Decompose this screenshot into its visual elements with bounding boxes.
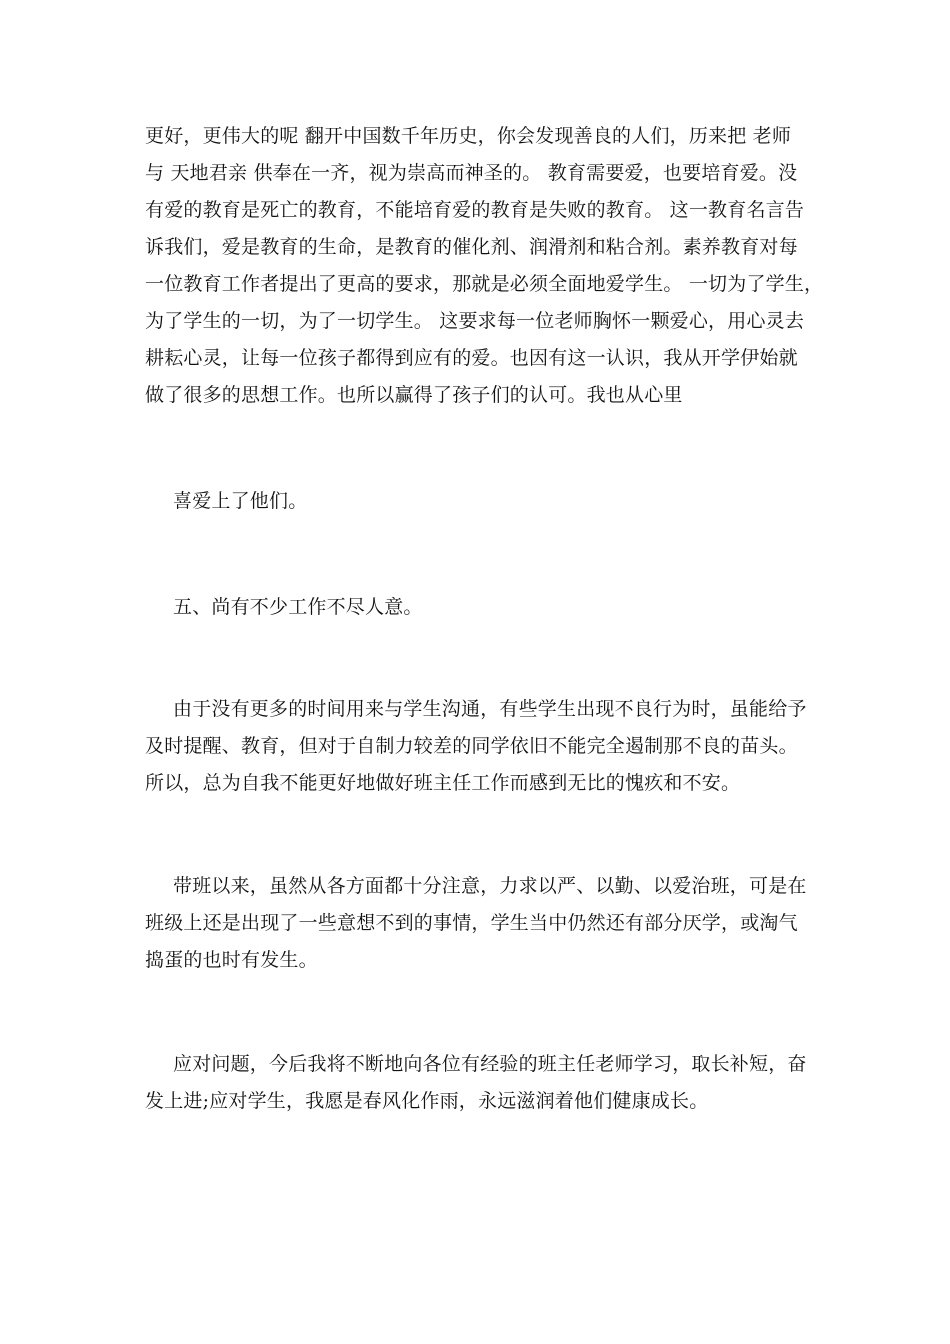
paragraph-line: 与 天地君亲 供奉在一齐，视为崇高而神圣的。 教育需要爱，也要培育爱。没 <box>145 162 798 184</box>
paragraph-line: 班级上还是出现了一些意想不到的事情，学生当中仍然还有部分厌学，或淘气 <box>145 912 798 934</box>
paragraph-line: 诉我们，爱是教育的生命，是教育的催化剂、润滑剂和粘合剂。素养教育对每 <box>145 236 798 258</box>
paragraph-line: 为了学生的一切，为了一切学生。 这要求每一位老师胸怀一颗爱心，用心灵去 <box>145 310 805 332</box>
paragraph-line: 及时提醒、教育，但对于自制力较差的同学依旧不能完全遏制那不良的苗头。 <box>145 735 798 757</box>
paragraph-line: 所以，总为自我不能更好地做好班主任工作而感到无比的愧疚和不安。 <box>145 772 741 794</box>
paragraph-line: 有爱的教育是死亡的教育，不能培育爱的教育是失败的教育。 这一教育名言告 <box>145 199 805 221</box>
paragraph-line: 由于没有更多的时间用来与学生沟通，有些学生出现不良行为时，虽能给予 <box>173 698 807 720</box>
paragraph-line: 更好，更伟大的呢 翻开中国数千年历史，你会发现善良的人们，历来把 老师 <box>145 125 792 147</box>
paragraph-line: 耕耘心灵，让每一位孩子都得到应有的爱。也因有这一认识，我从开学伊始就 <box>145 347 798 369</box>
paragraph-line: 喜爱上了他们。 <box>173 490 308 512</box>
paragraph-line: 发上进;应对学生，我愿是春风化作雨，永远滋润着他们健康成长。 <box>145 1090 709 1112</box>
paragraph-line: 一位教育工作者提出了更高的要求，那就是必须全面地爱学生。 一切为了学生， <box>145 273 824 295</box>
paragraph-line: 应对问题，今后我将不断地向各位有经验的班主任老师学习，取长补短，奋 <box>173 1053 807 1075</box>
paragraph-line: 捣蛋的也时有发生。 <box>145 949 318 971</box>
paragraph-line: 带班以来，虽然从各方面都十分注意，力求以严、以勤、以爱治班，可是在 <box>173 875 807 897</box>
paragraph-line: 做了很多的思想工作。也所以赢得了孩子们的认可。我也从心里 <box>145 384 683 406</box>
section-heading: 五、尚有不少工作不尽人意。 <box>173 596 423 618</box>
